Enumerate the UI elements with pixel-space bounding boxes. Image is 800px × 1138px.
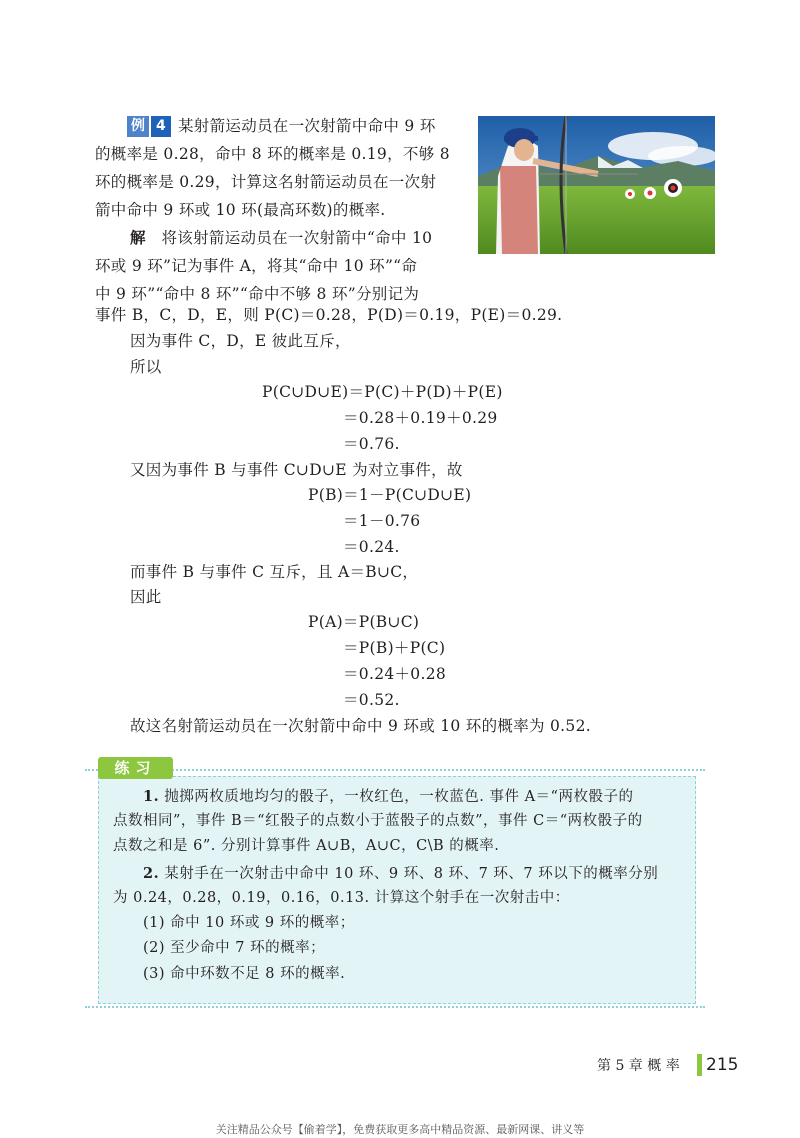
mutual-exclusive-statement: 因为事件 C，D，E 彼此互斥， xyxy=(130,332,351,350)
chapter-divider-bar xyxy=(697,1054,702,1076)
solution-intro-line-2: 环或 9 环”记为事件 A，将其“命中 10 环”“命 xyxy=(95,257,418,275)
solution-intro-line-1 xyxy=(130,225,432,251)
opposite-event-statement: 又因为事件 B 与事件 C∪D∪E 为对立事件，故 xyxy=(130,461,463,479)
practice-bottom-border xyxy=(85,1006,705,1008)
example-text-line-1: 某射箭运动员在一次射箭中命中 9 环 xyxy=(178,117,436,135)
example-label-word: 例 xyxy=(127,116,149,137)
practice-label: 练习 xyxy=(98,757,173,779)
example-label-number: 4 xyxy=(151,116,171,137)
hence-label: 因此 xyxy=(130,588,162,606)
equation-3-line-1: P(A)＝P(B∪C) xyxy=(308,613,420,631)
practice-q2-item-2: (2) 至少命中 7 环的概率； xyxy=(143,940,326,956)
solution-label: 解 xyxy=(130,228,146,247)
practice-q2-item-1: (1) 命中 10 环或 9 环的概率； xyxy=(143,915,355,931)
example-text-line-2: 的概率是 0.28，命中 8 环的概率是 0.19，不够 8 xyxy=(95,145,450,163)
footer-notice: 关注精品公众号【偷着学】，免费获取更多高中精品资源、最新网课、讲义等 xyxy=(215,1123,585,1136)
practice-q1-line-1 xyxy=(143,784,633,810)
practice-top-border xyxy=(85,769,705,771)
equation-2-line-2: ＝1－0.76 xyxy=(343,512,421,530)
practice-q1-line-3: 点数之和是 6”. 分别计算事件 A∪B，A∪C，C\B 的概率. xyxy=(113,838,500,854)
page-number: 215 xyxy=(706,1055,739,1075)
example-text-line-3: 环的概率是 0.29，计算这名射箭运动员在一次射 xyxy=(95,173,437,191)
practice-q2-number: 2. xyxy=(143,865,160,882)
solution-intro-line-3: 中 9 环”“命中 8 环”“命中不够 8 环”分别记为 xyxy=(95,285,420,303)
equation-3-line-3: ＝0.24＋0.28 xyxy=(343,665,447,683)
practice-q1-line-2: 点数相同”，事件 B＝“红骰子的点数小于蓝骰子的点数”，事件 C＝“两枚骰子的 xyxy=(113,813,643,829)
equation-3-line-4: ＝0.52. xyxy=(343,691,400,709)
union-statement: 而事件 B 与事件 C 互斥，且 A＝B∪C， xyxy=(130,563,419,581)
solution-intro-line-4: 事件 B，C，D，E，则 P(C)＝0.28，P(D)＝0.19，P(E)＝0.29. xyxy=(95,306,563,324)
example-text-line-4: 箭中命中 9 环或 10 环(最高环数)的概率. xyxy=(95,201,386,219)
practice-q2-item-3: (3) 命中环数不足 8 环的概率. xyxy=(143,966,346,982)
equation-1-line-3: ＝0.76. xyxy=(343,435,400,453)
archery-photo xyxy=(478,116,715,254)
equation-2-line-3: ＝0.24. xyxy=(343,538,400,556)
practice-q2-line-2: 为 0.24，0.28，0.19，0.16，0.13. 计算这个射手在一次射击中： xyxy=(113,890,570,906)
therefore-label: 所以 xyxy=(130,358,162,376)
equation-2-line-1: P(B)＝1－P(C∪D∪E) xyxy=(308,486,472,504)
equation-3-line-2: ＝P(B)＋P(C) xyxy=(343,639,446,657)
practice-q2-text-1: 某射手在一次射击中命中 10 环、9 环、8 环、7 环、7 环以下的概率分别 xyxy=(164,866,659,882)
practice-q1-text-1: 抛掷两枚质地均匀的骰子，一枚红色，一枚蓝色. 事件 A＝“两枚骰子的 xyxy=(164,789,634,805)
equation-1-line-2: ＝0.28＋0.19＋0.29 xyxy=(343,409,498,427)
conclusion-statement: 故这名射箭运动员在一次射箭中命中 9 环或 10 环的概率为 0.52. xyxy=(130,717,591,735)
chapter-title: 第 5 章 概 率 xyxy=(597,1058,680,1074)
solution-intro-text-1: 将该射箭运动员在一次射箭中“命中 10 xyxy=(161,229,433,247)
equation-1-line-1: P(C∪D∪E)＝P(C)＋P(D)＋P(E) xyxy=(262,383,503,401)
practice-q1-number: 1. xyxy=(143,788,160,805)
example-label xyxy=(127,116,171,137)
practice-q2-line-1 xyxy=(143,861,658,887)
